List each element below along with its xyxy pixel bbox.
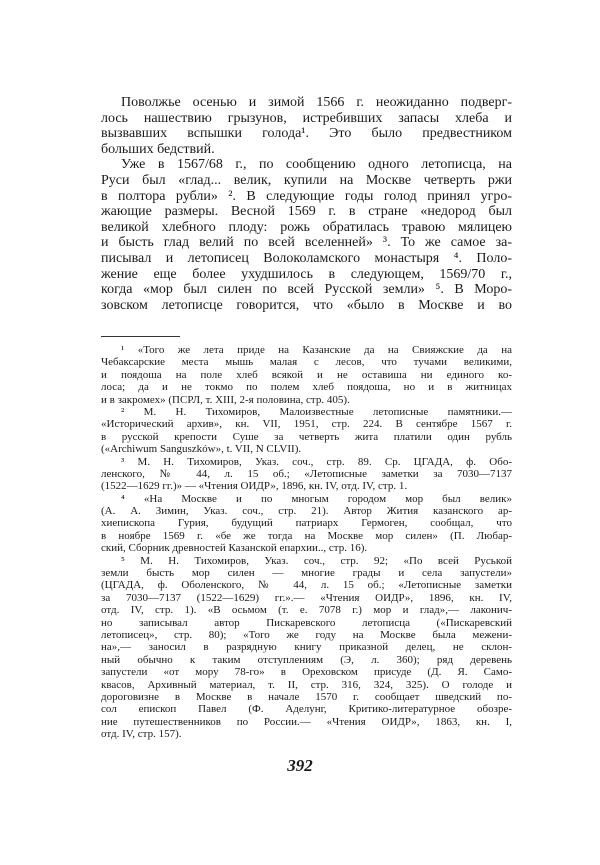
footnote-line: ский, Сборник древностей Казанской епархии.., стр. 16). [101, 542, 368, 555]
footnote-line: за 7030—7137 (1522—1629) гг.».— «Чтения ОИДР», 1896, кн. IV, [101, 591, 512, 604]
footnote-line: (А. А. Зимин, Указ. соч., стр. 21). Автор Жития казанского ар- [101, 505, 512, 518]
footnote-line: отд. IV, стр. 1). «В осьмом (т. е. 7078 г.) мор и глад»,— лаконич- [101, 604, 512, 617]
body-line: великой хлебного плоду: рожь обратилась травою мялицею [101, 219, 512, 235]
footnote-line: ² М. Н. Тихомиров, Малоизвестные летописные памятники.— [121, 405, 512, 418]
footnote-line: лоса; да и не токмо по полем хлеб поядоша, но и в житницах [101, 381, 512, 394]
footnote-line: летописец», стр. 80); «Того же году на Москве была межени- [101, 628, 512, 641]
footnote-line: Чебаксарские места мышь малая с лесов, что тучами великими, [101, 356, 512, 369]
footnote-line: сол епископ Павел (Ф. Аделунг, Критико-литературное обозре- [101, 703, 512, 716]
footnotes [101, 344, 512, 741]
body-paragraph [101, 95, 512, 157]
footnote-line: («Archiwum Sanguszków», t. VII, N CLVII). [101, 443, 302, 456]
body-line: жение еще более ухудшилось в следующем, 1569/70 г., [101, 266, 512, 282]
body-line: и бысть глад велий по всей вселенней» ³. То же самое за- [101, 235, 512, 251]
body-line: Уже в 1567/68 г., по сообщению одного летописца, на [121, 157, 512, 173]
footnote-paragraph [101, 555, 512, 741]
footnote-line: ние путешественников по России.— «Чтения ОИДР», 1863, кн. I, [101, 715, 512, 728]
body-line: Руси был «глад... велик, купили на Москве четверть ржи [101, 172, 512, 188]
main-text [101, 95, 512, 313]
footnote-line: (ЦГАДА, ф. Оболенского, № 44, л. 15 об.; «Летописные заметки [101, 579, 512, 592]
footnote-paragraph [101, 456, 512, 493]
footnote-line: ⁵ М. Н. Тихомиров, Указ. соч., стр. 92; «По всей Руськой [121, 554, 512, 567]
body-line: лось нашествию грызунов, истребивших запасы хлеба и [101, 110, 512, 126]
footnote-line: ⁴ «На Москве и по многым городом мор был велик» [121, 492, 512, 505]
footnote-line: (1522—1629 гг.)» — «Чтения ОИДР», 1896, кн. IV, отд. IV, стр. 1. [101, 480, 408, 493]
footnote-line: хиепископа Гурия, будущий патриарх Гермоген, сообщал, что [101, 517, 512, 530]
footnote-paragraph [101, 493, 512, 555]
footnote-line: запустели «от мору 78-го» в Ореховском присуде (Д. Я. Само- [101, 666, 512, 679]
body-line: жающие размеры. Весной 1569 г. в стране «недород был [101, 204, 512, 220]
body-line: вызвавших вспышки голода¹. Это было предвестником [101, 126, 512, 142]
body-line: зовском летописце говорится, что «было в Москве и во [101, 297, 512, 313]
footnote-paragraph [101, 406, 512, 456]
footnote-line: дороговизне в Москве в начале 1570 г. сообщает шведский по- [101, 690, 512, 703]
footnote-line: и поядоша на поле хлеб всякой и не оставиша ни единого ко- [101, 368, 512, 381]
footnote-line: земли бысть мор силен — многие грады и села запустели» [101, 567, 512, 580]
footnote-line: и в закромех» (ПСРЛ, т. XIII, 2-я половина, стр. 405). [101, 393, 350, 406]
footnote-line: ¹ «Того же лета приде на Казанские да на Свияжские да на [121, 344, 512, 356]
page-number: 392 [287, 756, 313, 775]
body-paragraph [101, 157, 512, 313]
footnote-paragraph [101, 344, 512, 406]
body-line: писывал и летописец Волоколамского монастыря ⁴. Поло- [101, 250, 512, 266]
footnote-line: ³ М. Н. Тихомиров, Указ. соч., стр. 89. Ср. ЦГАДА, ф. Обо- [121, 455, 512, 468]
body-line: в полтора рубли» ². В следующие годы голод принял угро- [101, 188, 512, 204]
footnote-divider [101, 336, 180, 337]
footnote-line: в ноябре 1569 г. «бе же тогда на Москве мор силен» (П. Любар- [101, 529, 512, 542]
footnote-line: ный обычно к таким отступлениям (Э, л. 360); ряд деревень [101, 653, 512, 666]
footnote-line: ленского, № 44, л. 15 об.; «Летописные заметки за 7030—7137 [101, 467, 512, 480]
footnote-line: «Исторический архив», кн. VII, 1951, стр. 224. В сентябре 1567 г. [101, 418, 512, 431]
body-line: больших бедствий. [101, 141, 215, 157]
footnote-line: в русской крепости Суше за четверть жита платили один рубль [101, 430, 512, 443]
footnote-line: но записывал автор Пискаревского летописца («Пискаревский [101, 616, 512, 629]
body-line: когда «мор был силен по всей Русской земли» ⁵. В Моро- [101, 282, 512, 298]
footnote-line: отд. IV, стр. 157). [101, 728, 182, 741]
footnote-line: квасов, Архивный материал, т. II, стр. 316, 324, 325). О голоде и [101, 678, 512, 691]
body-line: Поволжье осенью и зимой 1566 г. неожиданно подверг- [121, 95, 512, 110]
footnote-line: на»,— заносил в разрядную книгу приказной делец, не склон- [101, 641, 512, 654]
